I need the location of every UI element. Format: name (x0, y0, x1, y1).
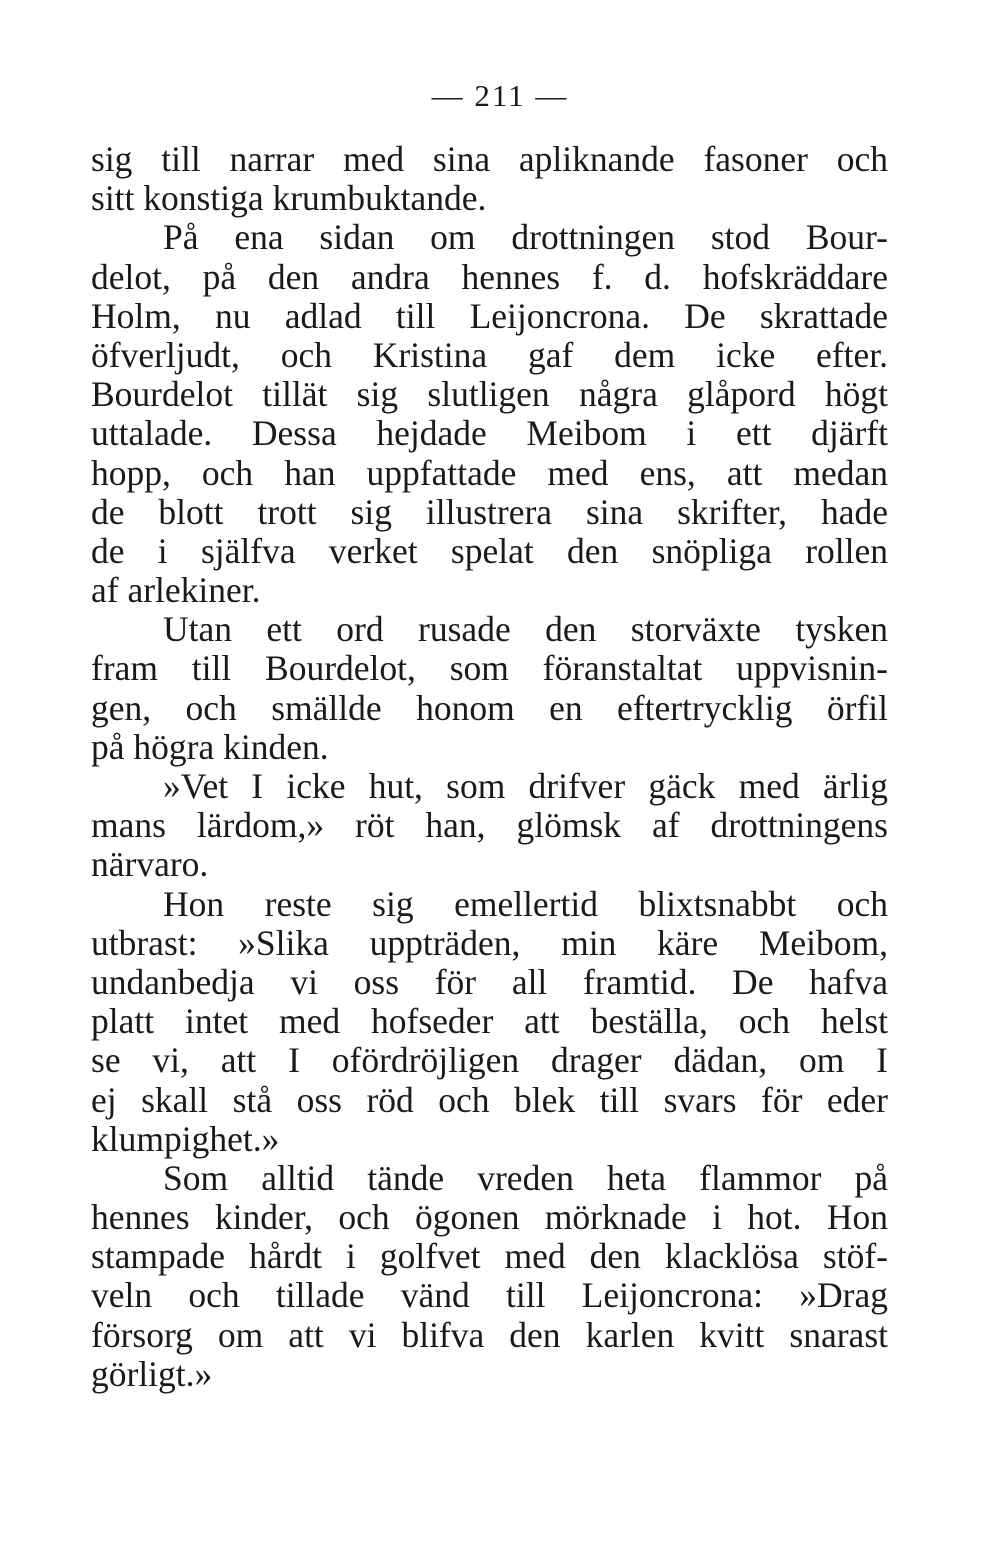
text-line: utbrast: »Slika uppträden, min käre Meibom, (91, 922, 888, 963)
paragraph (91, 1159, 888, 1394)
text-line: uttalade. Dessa hejdade Meibom i ett djärft (91, 413, 888, 454)
paragraph (91, 885, 888, 1159)
text-line: delot, på den andra hennes f. d. hofskräddare (91, 256, 888, 297)
text-line: de i själfva verket spelat den snöpliga rollen (91, 530, 888, 571)
text-line: klumpighet.» (91, 1118, 280, 1159)
paragraph (91, 767, 888, 885)
text-line: På ena sidan om drottningen stod Bour- (163, 217, 888, 258)
text-line: försorg om att vi blifva den karlen kvitt snarast (91, 1314, 888, 1355)
text-line: veln och tillade vänd till Leijoncrona: »Drag (91, 1275, 888, 1316)
paragraph (91, 140, 888, 218)
text-line: ej skall stå oss röd och blek till svars för eder (91, 1079, 888, 1120)
text-line: mans lärdom,» röt han, glömsk af drottningens (91, 805, 888, 846)
text-line: fram till Bourdelot, som föranstaltat uppvisnin- (91, 648, 888, 689)
text-line: platt intet med hofseder att beställa, och helst (91, 1001, 888, 1042)
paragraph (91, 610, 888, 767)
text-line: hopp, och han uppfattade med ens, att medan (91, 452, 888, 493)
text-line: Som alltid tände vreden heta flammor på (163, 1157, 888, 1198)
body-text (91, 140, 888, 1394)
text-line: gen, och smällde honom en eftertrycklig örfil (91, 687, 888, 728)
text-line: stampade hårdt i golfvet med den klacklösa stöf- (91, 1236, 888, 1277)
text-line: närvaro. (91, 844, 209, 885)
paragraph (91, 218, 888, 610)
text-line: görligt.» (91, 1353, 213, 1394)
text-line: »Vet I icke hut, som drifver gäck med ärlig (163, 766, 888, 806)
text-line: hennes kinder, och ögonen mörknade i hot. Hon (91, 1197, 888, 1238)
page-number: — 211 — (431, 78, 569, 113)
text-line: öfverljudt, och Kristina gaf dem icke efter. (91, 334, 888, 375)
text-line: Hon reste sig emellertid blixtsnabbt och (163, 883, 888, 924)
text-line: sitt konstiga krumbuktande. (91, 178, 487, 219)
text-line: Bourdelot tillät sig slutligen några glåpord högt (91, 374, 888, 415)
text-line: sig till narrar med sina apliknande fasoner och (91, 139, 888, 179)
text-line: Utan ett ord rusade den storväxte tysken (163, 609, 888, 650)
text-line: de blott trott sig illustrera sina skrifter, hade (91, 491, 888, 532)
text-line: af arlekiner. (91, 570, 261, 611)
text-line: se vi, att I ofördröjligen drager dädan, om I (91, 1040, 888, 1081)
text-line: undanbedja vi oss för all framtid. De hafva (91, 961, 888, 1002)
text-line: Holm, nu adlad till Leijoncrona. De skrattade (91, 295, 888, 336)
text-line: på högra kinden. (91, 726, 329, 767)
